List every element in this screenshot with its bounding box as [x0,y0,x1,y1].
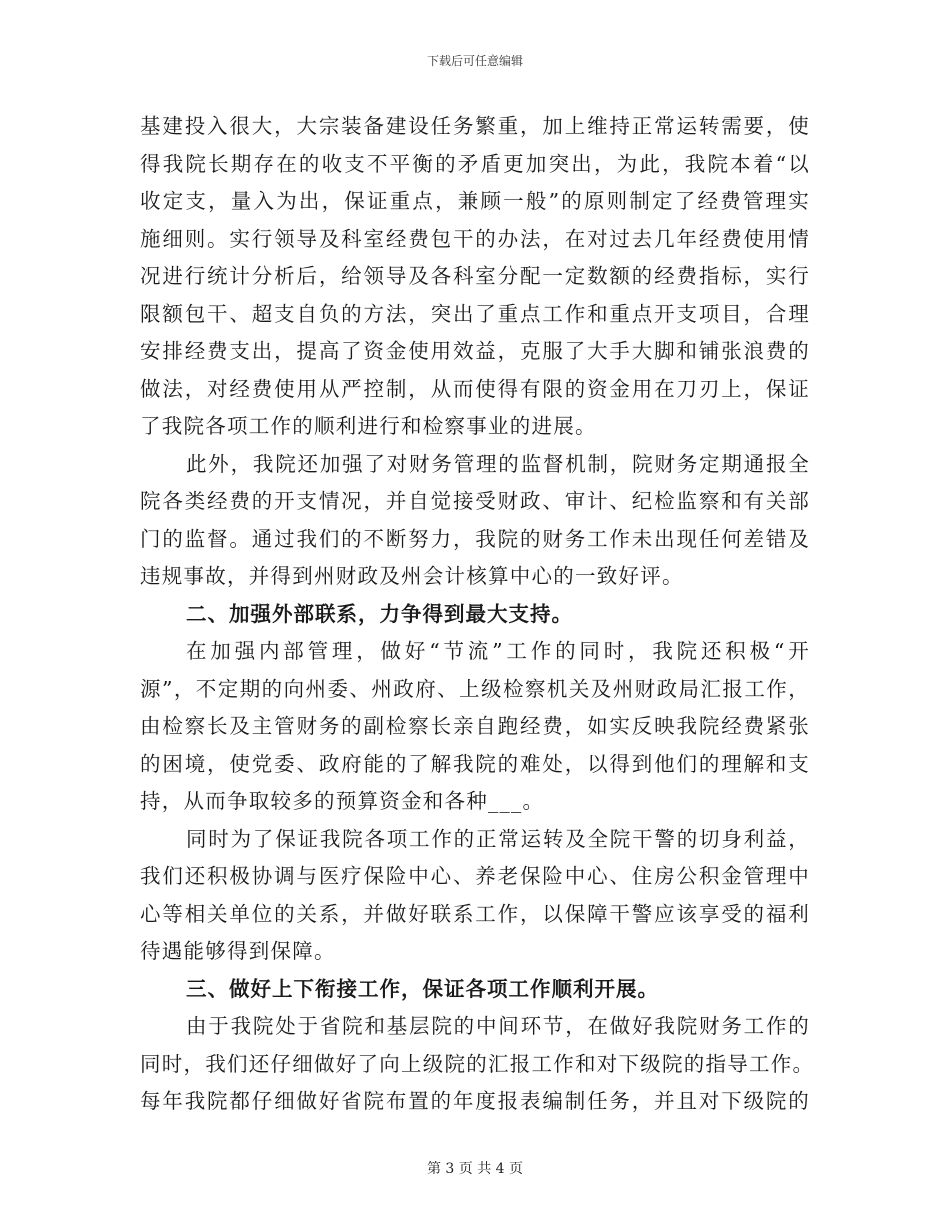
body-line: 了我院各项工作的顺利进行和检察事业的进展。 [140,414,597,438]
body-line: 我们还积极协调与医疗保险中心、养老保险中心、住房公积金管理中 [140,864,810,888]
body-line: 持，从而争取较多的预算资金和各种___。 [140,789,545,813]
body-line: 做法，对经费使用从严控制，从而使得有限的资金用在刀刃上，保证 [140,376,810,401]
paragraph-start-line: 由于我院处于省院和基层院的中间环节，在做好我院财务工作的 [186,1014,810,1038]
page-header: 下载后可任意编辑 [426,54,523,68]
body-line: 基建投入很大，大宗装备建设任务繁重，加上维持正常运转需要，使 [140,114,810,138]
body-line: 收定支，量入为出，保证重点，兼顾一般”的原则制定了经费管理实 [140,189,810,213]
body-line: 得我院长期存在的收支不平衡的矛盾更加突出，为此，我院本着“以 [140,151,810,176]
body-line: 限额包干、超支自负的方法，突出了重点工作和重点开支项目，合理 [140,301,810,326]
body-line: 同时，我们还仔细做好了向上级院的汇报工作和对下级院的指导工作。 [140,1051,815,1076]
body-line: 心等相关单位的关系，并做好联系工作，以保障干警应该享受的福利 [140,901,810,926]
section-heading: 三、做好上下衔接工作，保证各项工作顺利开展。 [186,976,659,1001]
document-body [140,108,815,1121]
body-line: 安排经费支出，提高了资金使用效益，克服了大手大脚和铺张浪费的 [140,339,810,363]
body-line: 院各类经费的开支情况，并自觉接受财政、审计、纪检监察和有关部 [140,489,810,513]
paragraph-start-line: 此外，我院还加强了对财务管理的监督机制，院财务定期通报全 [186,451,810,476]
body-line: 由检察长及主管财务的副检察长亲自跑经费，如实反映我院经费紧张 [140,714,810,738]
paragraph-start-line: 同时为了保证我院各项工作的正常运转及全院干警的切身利益， [186,826,810,851]
body-line: 每年我院都仔细做好省院布置的年度报表编制任务，并且对下级院的 [140,1089,810,1113]
body-line: 源”，不定期的向州委、州政府、上级检察机关及州财政局汇报工作， [140,676,810,701]
page-number-footer: 第 3 页 共 4 页 [426,1161,524,1177]
paragraph-start-line: 在加强内部管理，做好“节流”工作的同时，我院还积极“开 [186,639,810,663]
body-line: 门的监督。通过我们的不断努力，我院的财务工作未出现任何差错及 [140,526,810,551]
section-heading: 二、加强外部联系，力争得到最大支持。 [186,601,573,626]
body-line: 施细则。实行领导及科室经费包干的办法，在对过去几年经费使用情 [140,226,810,251]
body-line: 待遇能够得到保障。 [140,939,336,963]
body-line: 的困境，使党委、政府能的了解我院的难处，以得到他们的理解和支 [140,751,810,776]
body-line: 况进行统计分析后，给领导及各科室分配一定数额的经费指标，实行 [140,264,810,288]
body-line: 违规事故，并得到州财政及州会计核算中心的一致好评。 [140,564,684,588]
